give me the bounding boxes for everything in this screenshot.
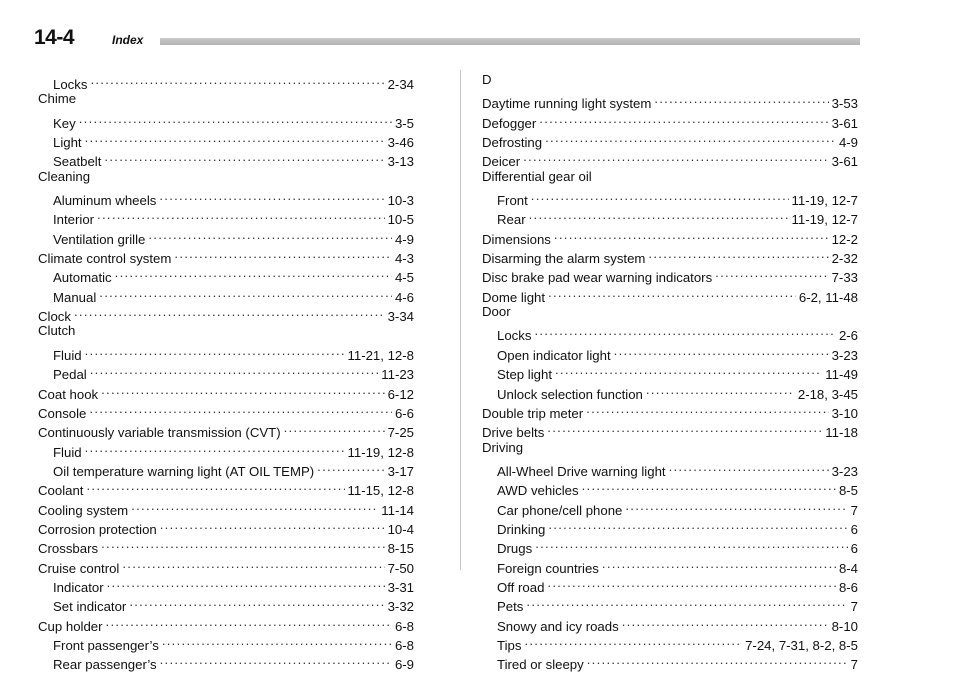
entry-label: Defrosting xyxy=(482,135,543,151)
entry-pages: 7 xyxy=(850,657,858,673)
index-subentry xyxy=(38,109,414,131)
entry-pages: 7-50 xyxy=(387,560,414,576)
dot-leader xyxy=(317,457,384,476)
entry-label: Disc brake pad wear warning indicators xyxy=(482,270,713,286)
entry-label: Pedal xyxy=(53,367,87,383)
dot-leader xyxy=(547,573,836,592)
entry-label: Light xyxy=(53,135,82,151)
index-subentry xyxy=(482,457,858,479)
entry-pages: 11-49 xyxy=(825,367,858,383)
entry-pages: 7-25 xyxy=(387,425,414,441)
entry-label: Snowy and icy roads xyxy=(497,618,619,634)
entry-label: Coolant xyxy=(38,483,84,499)
dot-leader xyxy=(148,225,392,244)
index-subentry xyxy=(38,438,414,460)
dot-leader xyxy=(160,650,392,669)
index-entry xyxy=(38,302,414,325)
dot-leader xyxy=(79,109,392,128)
entry-label: Ventilation grille xyxy=(53,231,146,247)
dot-leader xyxy=(115,263,392,282)
dot-leader xyxy=(715,263,828,282)
entry-label: Differential gear oil xyxy=(482,168,592,184)
entry-pages: 11-23 xyxy=(381,367,414,383)
entry-pages: 11-21, 12-8 xyxy=(347,347,414,363)
dot-leader xyxy=(602,554,836,573)
entry-label: Tired or sleepy xyxy=(497,657,584,673)
dot-leader xyxy=(101,380,384,399)
entry-label: Cleaning xyxy=(38,168,91,184)
dot-leader xyxy=(90,360,379,379)
entry-pages: 7-33 xyxy=(831,270,858,286)
entry-label: Drugs xyxy=(497,541,533,557)
entry-pages: 3-23 xyxy=(831,347,858,363)
entry-label: Oil temperature warning light (AT OIL TEMP) xyxy=(53,463,315,479)
entry-pages: 11-19, 12-7 xyxy=(791,193,858,209)
entry-label: D xyxy=(482,72,492,87)
entry-label: Dome light xyxy=(482,289,546,305)
index-subentry xyxy=(38,360,414,383)
dot-leader xyxy=(131,496,378,515)
entry-label: Step light xyxy=(497,367,552,383)
entry-pages: 8-10 xyxy=(831,618,858,634)
index-entry xyxy=(482,147,858,170)
index-entry xyxy=(38,380,414,402)
index-entry xyxy=(38,399,414,421)
dot-leader xyxy=(162,631,392,650)
entry-pages: 8-15 xyxy=(387,541,414,557)
entry-pages: 3-17 xyxy=(387,463,414,479)
entry-label: Aluminum wheels xyxy=(53,193,157,209)
index-entry xyxy=(482,128,858,151)
entry-pages: 6-6 xyxy=(394,405,414,421)
entry-label: Fluid xyxy=(53,347,82,363)
dot-leader xyxy=(101,534,385,553)
index-entry xyxy=(482,225,858,247)
entry-pages: 11-14 xyxy=(381,502,414,518)
index-entry xyxy=(482,89,858,112)
entry-label: Daytime running light system xyxy=(482,96,652,112)
dot-leader xyxy=(526,592,847,611)
index-subentry xyxy=(38,341,414,363)
dot-leader xyxy=(97,205,385,224)
index-subentry xyxy=(38,186,414,209)
entry-pages: 4-9 xyxy=(394,231,414,247)
index-subentry xyxy=(38,147,414,170)
entry-label: Continuously variable transmission (CVT) xyxy=(38,425,281,441)
entry-label: Unlock selection function xyxy=(497,386,643,402)
entry-pages: 6 xyxy=(850,541,858,557)
entry-pages: 4-5 xyxy=(394,270,414,286)
entry-label: Tips xyxy=(497,637,522,653)
index-entry xyxy=(482,167,858,186)
entry-pages: 3-46 xyxy=(387,135,414,151)
entry-pages: 2-32 xyxy=(831,251,858,267)
dot-leader xyxy=(107,573,385,592)
dot-leader xyxy=(99,283,392,302)
dot-leader xyxy=(86,476,344,495)
dot-leader xyxy=(646,380,795,399)
dot-leader xyxy=(284,418,385,437)
entry-pages: 8-4 xyxy=(838,560,858,576)
dot-leader xyxy=(547,418,822,437)
index-subentry xyxy=(38,457,414,479)
index-subentry xyxy=(482,612,858,634)
entry-label: Key xyxy=(53,115,76,131)
entry-label: Clock xyxy=(38,309,71,325)
index-column-left xyxy=(38,70,414,673)
entry-label: Climate control system xyxy=(38,251,172,267)
entry-label: Corrosion protection xyxy=(38,521,157,537)
entry-label: Seatbelt xyxy=(53,154,102,170)
entry-label: Car phone/cell phone xyxy=(497,502,623,518)
entry-pages: 8-5 xyxy=(838,483,858,499)
index-subentry xyxy=(482,341,858,363)
index-subentry xyxy=(38,70,414,92)
entry-label: Dimensions xyxy=(482,231,551,247)
index-entry xyxy=(482,109,858,131)
entry-label: Locks xyxy=(497,328,532,344)
entry-label: All-Wheel Drive warning light xyxy=(497,463,666,479)
entry-label: Drive belts xyxy=(482,425,545,441)
entry-label: Rear passenger’s xyxy=(53,657,157,673)
dot-leader xyxy=(106,612,392,631)
dot-leader xyxy=(85,341,345,360)
index-entry xyxy=(38,321,414,340)
entry-label: Defogger xyxy=(482,115,537,131)
entry-label: Indicator xyxy=(53,579,104,595)
entry-pages: 4-9 xyxy=(838,135,858,151)
entry-label: Console xyxy=(38,405,87,421)
entry-label: Pets xyxy=(497,599,524,615)
entry-pages: 3-13 xyxy=(387,154,414,170)
index-subentry xyxy=(482,321,858,344)
entry-label: Automatic xyxy=(53,270,112,286)
dot-leader xyxy=(160,515,385,534)
entry-label: Crossbars xyxy=(38,541,99,557)
entry-label: Set indicator xyxy=(53,599,127,615)
entry-pages: 4-6 xyxy=(394,289,414,305)
entry-label: Drinking xyxy=(497,521,546,537)
dot-leader xyxy=(622,612,829,631)
entry-label: Coat hook xyxy=(38,386,99,402)
dot-leader xyxy=(586,399,828,418)
dot-leader xyxy=(122,554,384,573)
page-header xyxy=(0,0,960,56)
column-divider xyxy=(460,70,461,570)
entry-pages: 3-5 xyxy=(394,115,414,131)
index-subentry xyxy=(482,592,858,615)
dot-leader xyxy=(85,128,385,147)
entry-pages: 2-6 xyxy=(838,328,858,344)
entry-pages: 10-4 xyxy=(387,521,414,537)
index-subentry xyxy=(38,225,414,247)
entry-label: Interior xyxy=(53,212,95,228)
entry-label: Locks xyxy=(53,77,88,92)
index-entry xyxy=(38,496,414,518)
entry-pages: 7-24, 7-31, 8-2, 8-5 xyxy=(745,637,858,653)
entry-pages: 11-19, 12-7 xyxy=(791,212,858,228)
entry-pages: 7 xyxy=(850,502,858,518)
dot-leader xyxy=(74,302,385,321)
section-title: Index xyxy=(112,33,144,47)
entry-pages: 6-2, 11-48 xyxy=(798,289,858,305)
entry-label: Cruise control xyxy=(38,560,120,576)
entry-pages: 11-15, 12-8 xyxy=(347,483,414,499)
dot-leader xyxy=(104,147,384,166)
dot-leader xyxy=(535,534,847,553)
entry-pages: 6-8 xyxy=(394,637,414,653)
dot-leader xyxy=(669,457,829,476)
dot-leader xyxy=(554,225,829,244)
entry-label: Rear xyxy=(497,212,526,228)
entry-pages: 12-2 xyxy=(831,231,858,247)
index-letter-heading xyxy=(482,70,858,89)
entry-pages: 11-18 xyxy=(825,425,858,441)
entry-label: Driving xyxy=(482,439,524,455)
entry-pages: 7 xyxy=(850,599,858,615)
entry-pages: 3-23 xyxy=(831,463,858,479)
entry-label: Cup holder xyxy=(38,618,103,634)
entry-pages: 3-61 xyxy=(831,154,858,170)
entry-label: Open indicator light xyxy=(497,347,611,363)
index-entry xyxy=(38,89,414,108)
dot-leader xyxy=(85,438,345,457)
entry-label: Foreign countries xyxy=(497,560,599,576)
dot-leader xyxy=(534,321,835,340)
dot-leader xyxy=(548,283,796,302)
entry-pages: 3-10 xyxy=(831,405,858,421)
entry-label: Off road xyxy=(497,579,545,595)
dot-leader xyxy=(654,89,828,108)
entry-pages: 10-3 xyxy=(387,193,414,209)
dot-leader xyxy=(587,650,848,669)
entry-pages: 6-8 xyxy=(394,618,414,634)
dot-leader xyxy=(548,515,847,534)
index-subentry xyxy=(482,631,858,653)
entry-pages: 6-12 xyxy=(387,386,414,402)
entry-pages: 3-31 xyxy=(387,579,414,595)
dot-leader xyxy=(545,128,836,147)
entry-label: AWD vehicles xyxy=(497,483,579,499)
dot-leader xyxy=(524,631,742,650)
entry-pages: 8-6 xyxy=(838,579,858,595)
entry-pages: 3-34 xyxy=(387,309,414,325)
index-column-right xyxy=(482,70,858,673)
entry-label: Disarming the alarm system xyxy=(482,251,646,267)
entry-pages: 10-5 xyxy=(387,212,414,228)
dot-leader xyxy=(625,496,847,515)
entry-pages: 6 xyxy=(850,521,858,537)
dot-leader xyxy=(539,109,828,128)
entry-pages: 3-32 xyxy=(387,599,414,615)
dot-leader xyxy=(90,70,384,89)
index-subentry xyxy=(482,186,858,209)
entry-label: Front xyxy=(497,193,528,209)
dot-leader xyxy=(531,186,789,205)
entry-pages: 4-3 xyxy=(394,251,414,267)
entry-label: Clutch xyxy=(38,323,76,339)
dot-leader xyxy=(648,244,828,263)
index-subentry xyxy=(482,554,858,576)
dot-leader xyxy=(523,147,828,166)
entry-label: Fluid xyxy=(53,444,82,460)
index-subentry xyxy=(482,650,858,673)
entry-pages: 2-34 xyxy=(387,77,414,92)
dot-leader xyxy=(89,399,392,418)
dot-leader xyxy=(582,476,836,495)
entry-label: Chime xyxy=(38,91,77,107)
index-entry xyxy=(38,476,414,499)
index-entry xyxy=(38,418,414,441)
dot-leader xyxy=(159,186,384,205)
index-subentry xyxy=(38,128,414,151)
dot-leader xyxy=(614,341,829,360)
entry-label: Manual xyxy=(53,289,97,305)
entry-pages: 2-18, 3-45 xyxy=(797,386,858,402)
dot-leader xyxy=(174,244,392,263)
index-subentry xyxy=(482,534,858,557)
entry-label: Cooling system xyxy=(38,502,129,518)
entry-pages: 6-9 xyxy=(394,657,414,673)
header-rule xyxy=(160,38,860,45)
page-number: 14-4 xyxy=(34,26,75,49)
entry-pages: 11-19, 12-8 xyxy=(347,444,414,460)
entry-pages: 3-61 xyxy=(831,115,858,131)
entry-label: Front passenger’s xyxy=(53,637,159,653)
entry-label: Double trip meter xyxy=(482,405,584,421)
entry-label: Deicer xyxy=(482,154,521,170)
entry-label: Door xyxy=(482,304,511,320)
dot-leader xyxy=(555,360,822,379)
dot-leader xyxy=(129,592,384,611)
dot-leader xyxy=(529,205,789,224)
entry-pages: 3-53 xyxy=(831,96,858,112)
